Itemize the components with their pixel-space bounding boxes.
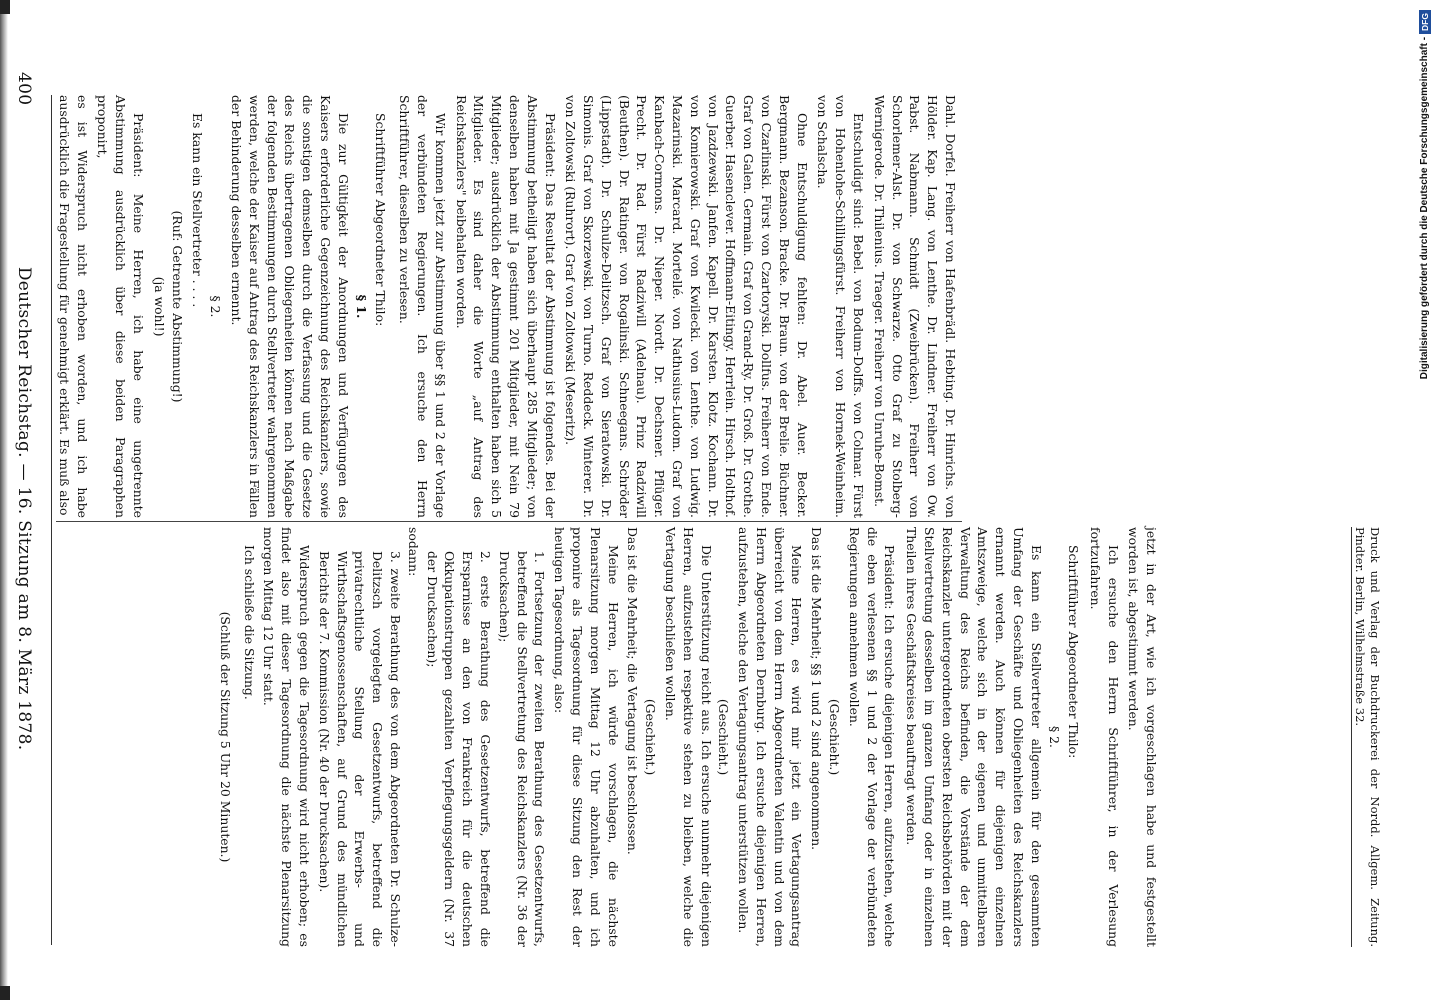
left-column <box>55 95 1040 518</box>
left-shout-two: (ja wohl!) <box>151 276 167 337</box>
left-section-two-text: Es kann ein Stellvertreter . . . . <box>190 113 206 308</box>
left-closing-paragraph-2: es ist Widerspruch nicht erhoben worden, und ich habe ausdrücklich die Fragestellung für genehmigt erklärt. Es muß also <box>56 95 90 518</box>
right-agenda-item-3: 3. zweite Berathung des von dem Abgeordneten Dr. Schulze-Delitzsch vorgelegten Gesetzentwurfs, betreffend die privatrechtliche Stellung der Erwerbs- und Wirthschaftsgenossenschaften, auf Grund des mündlichen Berichts der 7. Kommission (Nr. 40 der Drucksachen). <box>316 551 403 947</box>
right-event-3: (Geschieht.) <box>643 698 659 776</box>
right-opening-2: Ich ersuche den Herrn Schriftführer, in der Verlesung fortzufahren. <box>1088 527 1122 947</box>
left-section-two-label: § 2. <box>208 295 224 318</box>
right-result-1: Das ist die Mehrheit; §§ 1 und 2 sind angenommen. <box>809 527 825 851</box>
dfg-logo-icon: DFG <box>1419 10 1431 34</box>
right-end-note: (Schluß der Sitzung 5 Uhr 20 Minuten.) <box>217 611 233 863</box>
right-speaker-line: Schriftführer Abgeordneter Thilo: <box>1066 545 1082 759</box>
left-closing-paragraph: Präsident: Meine Herren, ich habe eine ungetrennte Abstimmung ausdrücklich über diese beiden Paragraphen proponirt, <box>95 95 146 518</box>
left-para-1: Dahl. Dorfel. Freiherr von Hafenbrädl. Hebting. Dr. Hinrichs. von Hölder. Kap. Lang. von Lenthe. Dr. Lindner. Freiherr von Ow. Pabst. Nabmann. Schmidt (Zweibrücken). Freiherr von Schorlemer-Alst. Dr. von Schwarze. Otto Graf zu Stolberg-Wernigerode. Dr. Thilenius. Traeger. Freiherr von Unruhe-Bomst. <box>871 95 959 518</box>
right-section-two-label: § 2. <box>1046 726 1062 748</box>
right-section-two-text: Es kann ein Stellvertreter allgemein für den gesammten Umfang der Geschäfte und Obliegenheiten des Reichskanzlers ernannt werden. Auch können für diejenigen einzelnen Amtszweige, welche sich in der eigenen und unmittelbaren Verwaltung des Reichs befinden, die Vorstände der dem Reichskanzler untergeordneten obersten Reichsbehörden mit der Stellvertretung desselben im ganzen Umfang oder in einzelnen Theilen ihres Geschäftskreises beauftragt werden. <box>904 527 1044 947</box>
right-agenda-item-1: 1. Fortsetzung der zweiten Berathung des Gesetzentwurfs, betreffend die Stellvertretung des Reichskanzlers (Nr. 36 der Drucksachen); <box>496 551 548 947</box>
left-shout-one: (Ruf: Getrennte Abstimmung!) <box>169 210 185 403</box>
right-result-2: Das ist die Mehrheit; die Vertagung ist beschlossen. <box>625 527 641 855</box>
dfg-credit <box>1418 10 1432 990</box>
right-event-2: (Geschieht.) <box>716 698 732 776</box>
right-close: Ich schließe die Sitzung. <box>241 545 257 700</box>
right-agenda-item-2: 2. erste Berathung des Gesetzentwurfs, betreffend die Ersparnisse an den von Frankreich für die deutschen Okkupationstruppen gezahlten Verpflegungsgeldern (Nr. 37 der Drucksachen); <box>424 551 493 947</box>
right-motion: Meine Herren, es wird mir jetzt ein Vertagungsantrag überreicht von dem Herrn Abgeordneten Valentin und von dem Herrn Abgeordneten Dernburg. Ich ersuche diejenigen Herren, aufzustehen, welche den Vertagungsantrag unterstützen wollen. <box>736 527 805 947</box>
left-section-one-label: § 1. <box>353 294 369 319</box>
header-rule <box>51 95 52 945</box>
right-opening: jetzt in der Art, wie ich vorgeschlagen habe und festgestellt worden ist, abgestimmt werden. <box>1125 527 1159 947</box>
left-section-one-text: Die zur Gültigkeit der Anordnungen und Verfügungen des Kaisers erforderliche Gegenzeichnung des Reichskanzlers, sowie die sonstigen demselben durch die Verfassung und die Gesetze des Reichs übertragenen Obliegenheiten können nach Maßgabe der folgenden Bestimmungen durch Stellvertreter wahrgenommen werden, welche der Kaiser auf Antrag des Reichskanzlers in Fällen der Behinderung desselben ernennt. <box>228 95 351 518</box>
imprint: Druck und Verlag der Buchdruckerei der Nordd. Allgem. Zeitung. Pindter. Berlin, Wilhelmstraße 32. <box>1353 527 1382 947</box>
right-proposal: Meine Herren, ich würde vorschlagen, die nächste Plenarsitzung morgen Mittag 12 Uhr abzuhalten, und ich proponire als Tagesordnung für diese Sitzung den Rest der heutigen Tagesordnung, also: <box>552 527 621 947</box>
right-column <box>56 527 1159 947</box>
right-sodann: sodann: <box>405 527 421 577</box>
right-event-1: (Geschieht.) <box>827 698 843 776</box>
dfg-credit-text: Digitalisierung gefördert durch die Deutsche Forschungsgemeinschaft - <box>1419 36 1430 380</box>
left-speaker-line: Schriftführer Abgeordneter Thilo: <box>373 113 389 327</box>
left-para-3: Ohne Entschuldigung fehlten: Dr. Abel. Auer. Becker. Bergmann. Bezanson. Bracke. Dr. Braun. von der Brelie. Büchner. von Czarlinski. Fürst von Czartoryski. Dollfus. Freiherr von Ende. Graf von Galen. Germain. Graf von Grand-Ry. Dr. Groß. Dr. Grothe. Guerber. Hasenclever. Hoffmann-Eitingy. Herrlein. Hirsch. Holthof. von Jazdzewski. Janfen. Kapell. Dr. Karsten. Klotz. Kochann. Dr. von Komierowski. Graf von Kwilecki. von Lenthe. von Ludwig. Mazarinski. Marcard. Mortellé. von Nathusius-Ludom. Graf von Kanbach-Cormons. Dr. Nieper. Nordt. Dr. Dechsner. Pflüger. Precht. Dr. Rad. Fürst Radziwill (Adelnau). Prinz Radziwill (Beuthen). Dr. Ratinger. von Rogalinski. Schneegans. Schröder (Lippstadt). Dr. Schulze-Delitzsch. Graf von Sieratowski. Dr. Simonis. Graf von Skorzewski. von Turno. Reddeck. Winterer. Dr. von Zoltowski (Ruhrort). Graf von Zoltowski (Meseritz). <box>563 95 810 518</box>
page-number: 400 <box>14 72 34 106</box>
running-title: Deutscher Reichstag. — 16. Sitzung am 8. März 1878. <box>14 266 34 751</box>
right-no-objection: Widerspruch gegen die Tagesordnung wird nicht erhoben; es findet also mit dieser Tagesordnung die nächste Plenarsitzung morgen Mittag 12 Uhr statt. <box>261 527 312 947</box>
right-president-1: Präsident: Ich ersuche diejenigen Herren, aufzustehen, welche die eben verlesenen §§ 1 und 2 der Vorlage der verbündeten Regierungen annehmen wollen. <box>846 527 898 947</box>
left-para-5: Wir kommen jetzt zur Abstimmung über §§ 1 und 2 der Vorlage der verbündeten Regierungen. Ich ersuche den Herrn Schriftführer, dieselben zu verlesen. <box>397 95 448 518</box>
left-para-4: Präsident: Das Resultat der Abstimmung ist folgendes. Bei der Abstimmung betheiligt haben sich überhaupt 285 Mitglieder; von denselben haben mit Ja gestimmt 201 Mitglieder, mit Nein 79 Mitglieder; ausdrücklich der Abstimmung enthalten haben sich 5 Mitglieder. Es sind daher die Worte „auf Antrag des Reichskanzlers" beibehalten worden. <box>453 95 558 518</box>
left-para-2: Entschuldigt sind: Bebel. von Bodum-Dolffs. von Colmar. Fürst von Hohenlohe-Schillingsfürst. Freiherr von Hornek-Weinheim. von Schalscha. <box>815 95 867 518</box>
column-divider <box>56 521 962 522</box>
right-support: Die Unterstützung reicht aus. Ich ersuche nunmehr diejenigen Herren, aufzustehen respektive stehen zu bleiben, welche die Vertagung beschließen wollen. <box>662 527 714 947</box>
